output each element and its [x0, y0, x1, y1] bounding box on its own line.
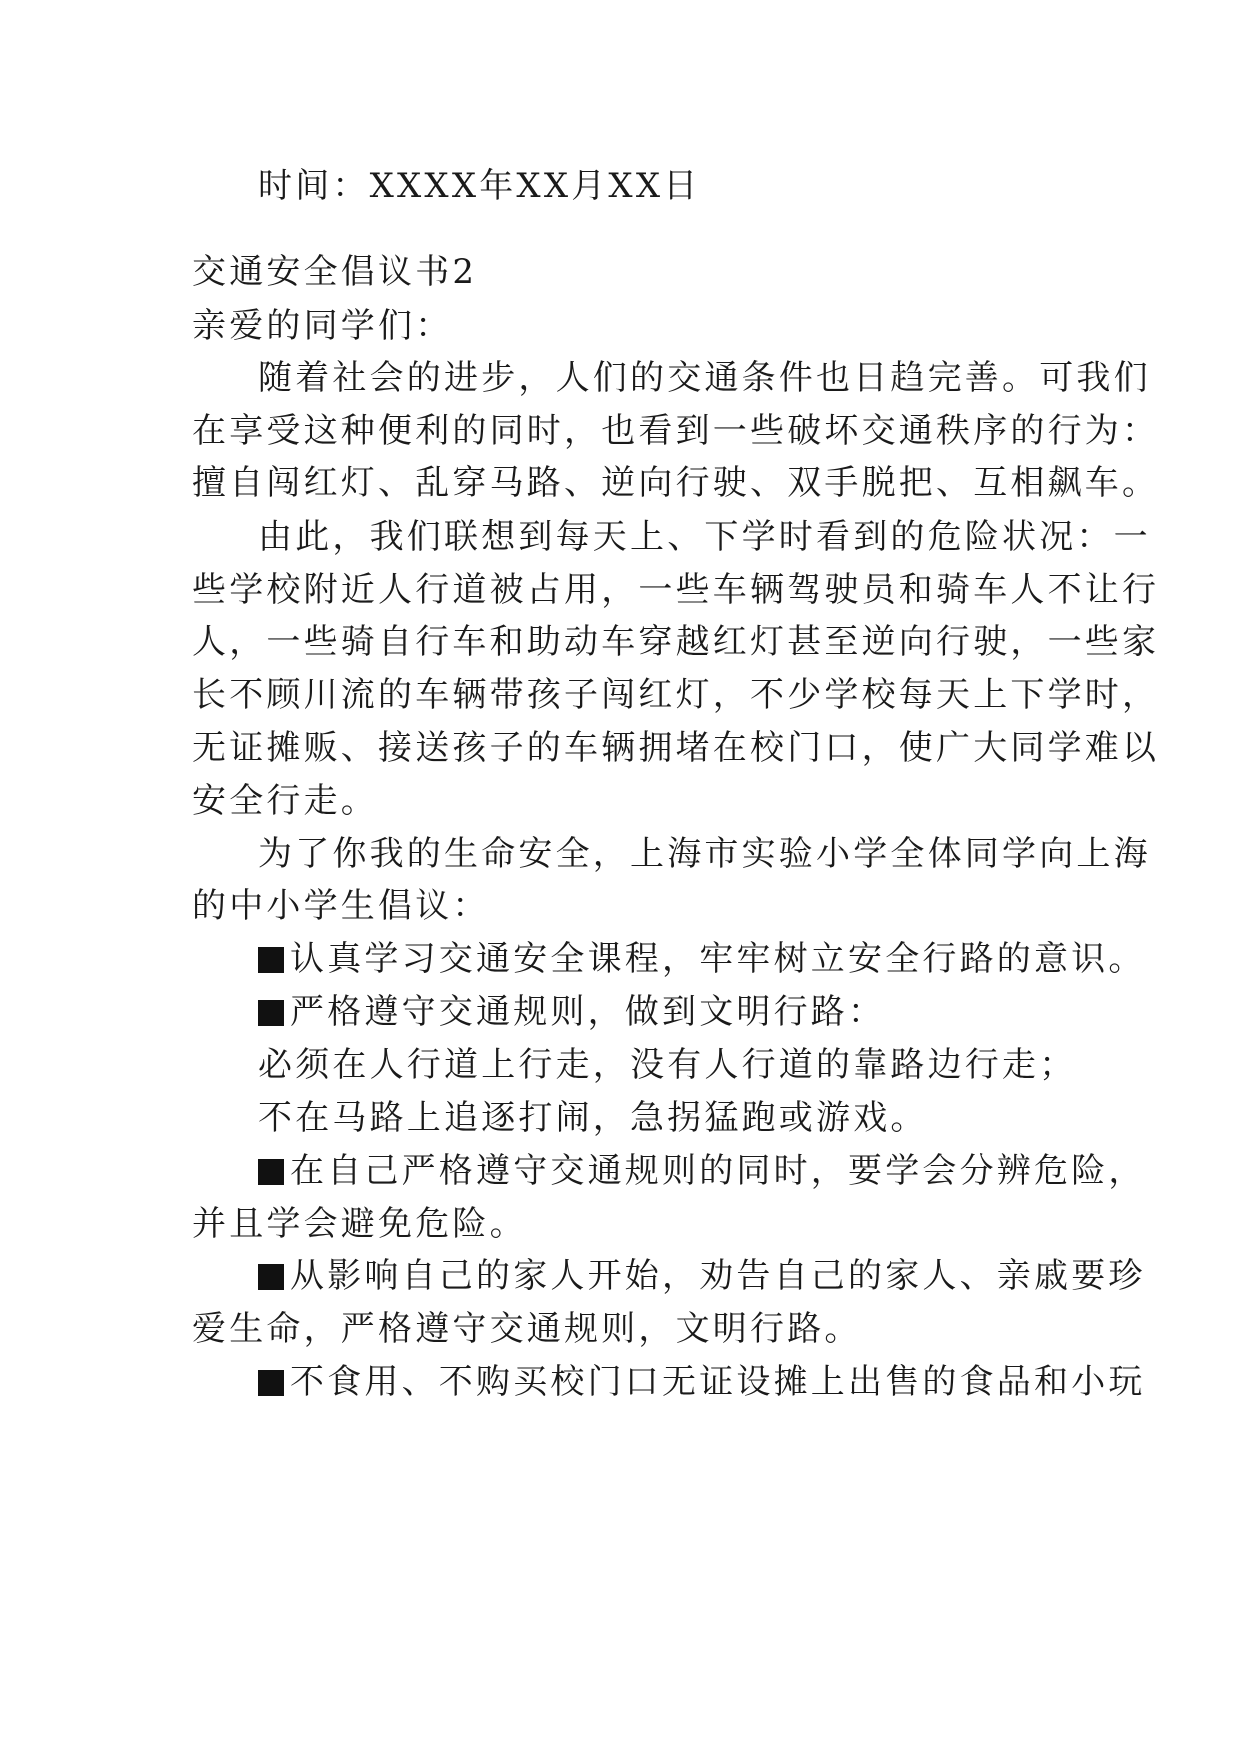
paragraph-line: 并且学会避免危险。: [192, 1204, 527, 1244]
bullet-text: 不食用、不购买校门口无证设摊上出售的食品和小玩: [290, 1362, 1146, 1402]
bullet-text: 从影响自己的家人开始，劝告自己的家人、亲戚要珍: [290, 1256, 1146, 1296]
paragraph-line: 爱生命，严格遵守交通规则，文明行路。: [192, 1309, 862, 1349]
paragraph-line: 不在马路上追逐打闹，急拐猛跑或游戏。: [258, 1098, 928, 1138]
paragraph-line: 为了你我的生命安全，上海市实验小学全体同学向上海: [258, 834, 1151, 874]
paragraph-line: 安全行走。: [192, 781, 378, 821]
salutation: 亲爱的同学们：: [192, 306, 453, 346]
paragraph-line: 长不顾川流的车辆带孩子闯红灯，不少学校每天上下学时，: [192, 675, 1160, 715]
bullet-item: [258, 1362, 1146, 1402]
paragraph-line: 在享受这种便利的同时，也看到一些破坏交通秩序的行为：: [192, 411, 1160, 451]
paragraph-line: 由此，我们联想到每天上、下学时看到的危险状况：一: [258, 517, 1151, 557]
square-bullet-icon: [258, 1264, 284, 1290]
paragraph-line: 人，一些骑自行车和助动车穿越红灯甚至逆向行驶，一些家: [192, 622, 1160, 662]
paragraph-line: 无证摊贩、接送孩子的车辆拥堵在校门口，使广大同学难以: [192, 728, 1160, 768]
bullet-item: [258, 992, 1072, 1032]
bullet-item: [258, 939, 1146, 979]
paragraph-line: 些学校附近人行道被占用，一些车辆驾驶员和骑车人不让行: [192, 570, 1160, 610]
paragraph-line: 必须在人行道上行走，没有人行道的靠路边行走；: [258, 1045, 1077, 1085]
square-bullet-icon: [258, 1159, 284, 1185]
square-bullet-icon: [258, 1370, 284, 1396]
square-bullet-icon: [258, 947, 284, 973]
bullet-item: [258, 1256, 1146, 1296]
square-bullet-icon: [258, 1000, 284, 1026]
paragraph-line: 的中小学生倡议：: [192, 886, 490, 926]
bullet-text: 认真学习交通安全课程，牢牢树立安全行路的意识。: [290, 939, 1146, 979]
paragraph-line: 随着社会的进步，人们的交通条件也日趋完善。可我们: [258, 358, 1151, 398]
document-title: 交通安全倡议书2: [192, 252, 478, 292]
date-line: 时间：XXXX年XX月XX日: [258, 166, 701, 206]
paragraph-line: 擅自闯红灯、乱穿马路、逆向行驶、双手脱把、互相飙车。: [192, 463, 1160, 503]
bullet-text: 严格遵守交通规则，做到文明行路：: [290, 992, 886, 1032]
bullet-text: 在自己严格遵守交通规则的同时，要学会分辨危险，: [290, 1151, 1146, 1191]
bullet-item: [258, 1151, 1146, 1191]
